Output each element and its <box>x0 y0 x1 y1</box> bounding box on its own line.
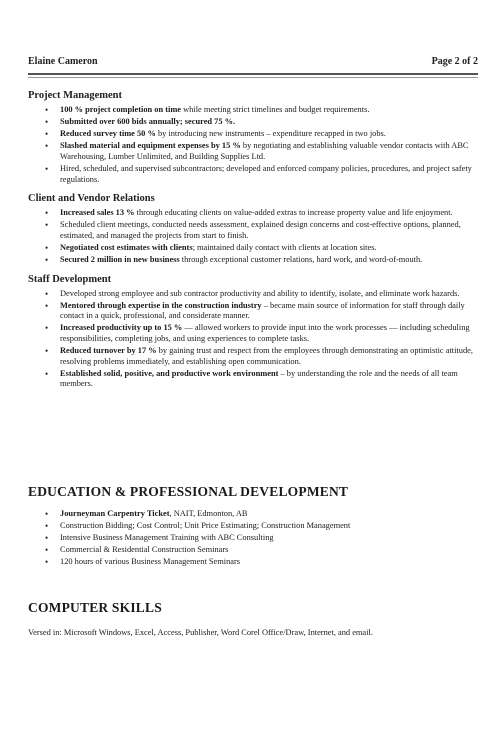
item-highlight: Reduced survey time 50 % <box>60 129 156 139</box>
bullet-icon: • <box>45 220 49 231</box>
list-item <box>28 289 476 300</box>
header-page-number: Page 2 of 2 <box>431 56 478 67</box>
list-item <box>28 164 476 185</box>
header-rule-thin <box>28 77 478 78</box>
item-highlight: Established solid, positive, and productive work environment <box>60 368 279 378</box>
item-text: , NAIT, Edmonton, AB <box>169 509 248 518</box>
bullet-icon: • <box>45 129 49 140</box>
list-item <box>28 509 476 520</box>
staff-development-list <box>28 289 476 390</box>
list-item <box>28 369 476 390</box>
bullet-icon: • <box>45 323 49 334</box>
item-text: Construction Bidding; Cost Control; Unit Price Estimating; Construction Management <box>60 521 351 531</box>
item-highlight: Reduced turnover by 17 % <box>60 346 157 356</box>
project-management-list <box>28 105 476 185</box>
bullet-icon: • <box>45 521 49 532</box>
bullet-icon: • <box>45 242 49 253</box>
list-item <box>28 220 476 241</box>
bullet-icon: • <box>45 346 49 357</box>
page-header <box>28 56 478 67</box>
item-text: ; maintained daily contact with clients at location sites. <box>192 242 377 252</box>
bullet-icon: • <box>45 208 49 219</box>
experience-content <box>28 89 476 397</box>
section-title-education: EDUCATION & PROFESSIONAL DEVELOPMENT <box>28 484 349 499</box>
item-text: while meeting strict timelines and budget requirements. <box>181 105 370 114</box>
section-title-staff-development: Staff Development <box>28 273 112 285</box>
bullet-icon: • <box>45 255 49 266</box>
item-highlight: Increased sales 13 % <box>60 208 135 218</box>
list-item <box>28 129 476 140</box>
bullet-icon: • <box>45 557 49 568</box>
list-item <box>28 243 476 254</box>
item-text: 120 hours of various Business Management Seminars <box>60 557 241 567</box>
item-highlight: Submitted over 600 bids annually; secured 75 %. <box>60 117 236 127</box>
header-rule <box>28 73 478 75</box>
list-item <box>28 557 476 568</box>
item-text: through exceptional customer relations, hard work, and word-of-mouth. <box>179 255 423 265</box>
item-highlight: Negotiated cost estimates with clients <box>60 242 193 252</box>
client-vendor-list <box>28 208 476 265</box>
list-item <box>28 105 476 116</box>
item-highlight: Journeyman Carpentry Ticket <box>60 509 170 518</box>
bullet-icon: • <box>45 368 49 379</box>
bullet-icon: • <box>45 141 49 152</box>
item-text: by introducing new instruments – expenditure recapped in two jobs. <box>155 129 386 139</box>
bullet-icon: • <box>45 533 49 544</box>
list-item <box>28 521 476 532</box>
bullet-icon: • <box>45 163 49 174</box>
item-highlight: Increased productivity up to 15 % <box>60 323 183 333</box>
education-block <box>28 509 476 575</box>
list-item <box>28 301 476 322</box>
list-item <box>28 208 476 219</box>
item-text: Developed strong employee and sub contractor productivity and ability to identify, isolate, and eliminate work hazards. <box>60 288 460 298</box>
bullet-icon: • <box>45 300 49 311</box>
section-title-project-management: Project Management <box>28 90 122 101</box>
bullet-icon: • <box>45 105 49 115</box>
bullet-icon: • <box>45 509 49 519</box>
bullet-icon: • <box>45 545 49 556</box>
item-text: by gaining trust and respect from the employees through demonstrating an optimistic attitude, resolving problems immediately, and establishing open communication. <box>60 346 473 366</box>
item-text: — allowed workers to provide input into the work processes — including scheduling responsibilities, completing jobs, and using experiences to complete tasks. <box>60 323 470 343</box>
item-text: through educating clients on value-added extras to increase property value and life enjoyment. <box>134 208 453 218</box>
education-list <box>28 509 476 568</box>
list-item <box>28 323 476 344</box>
list-item <box>28 346 476 367</box>
item-highlight: Slashed material and equipment expenses by 15 % <box>60 141 241 151</box>
list-item <box>28 141 476 162</box>
item-text: Scheduled client meetings, conducted needs assessment, explained design concerns and cost-effective options, planned, estimated, and managed the projects from start to finish. <box>60 220 461 240</box>
list-item <box>28 533 476 544</box>
item-highlight: 100 % project completion on time <box>60 105 182 114</box>
item-text: – became main source of information for staff through daily contact in a quick, professional, and considerate manner. <box>60 300 465 321</box>
header-name: Elaine Cameron <box>28 56 98 67</box>
bullet-icon: • <box>45 117 49 128</box>
section-title-client-vendor: Client and Vendor Relations <box>28 193 155 205</box>
item-text: Intensive Business Management Training with ABC Consulting <box>60 533 274 543</box>
item-highlight: Secured 2 million in new business <box>60 255 180 265</box>
list-item <box>28 545 476 556</box>
list-item <box>28 117 476 128</box>
item-text: by negotiating and establishing valuable vendor contacts with ABC Warehousing, Lumber Unlimited, and Building Supplies Ltd. <box>60 141 469 161</box>
bullet-icon: • <box>45 288 49 299</box>
computer-skills-text: Versed in: Microsoft Windows, Excel, Access, Publisher, Word Corel Office/Draw, Internet, and email. <box>28 628 373 637</box>
section-title-computer-skills: COMPUTER SKILLS <box>28 600 162 615</box>
item-text: Hired, scheduled, and supervised subcontractors; developed and enforced company policies, procedures, and project safety regulations. <box>60 163 472 184</box>
item-text: Commercial & Residential Construction Seminars <box>60 545 229 555</box>
list-item <box>28 255 476 266</box>
item-text: – by understanding the role and the needs of all team members. <box>60 368 458 389</box>
item-highlight: Mentored through expertise in the construction industry <box>60 300 262 310</box>
